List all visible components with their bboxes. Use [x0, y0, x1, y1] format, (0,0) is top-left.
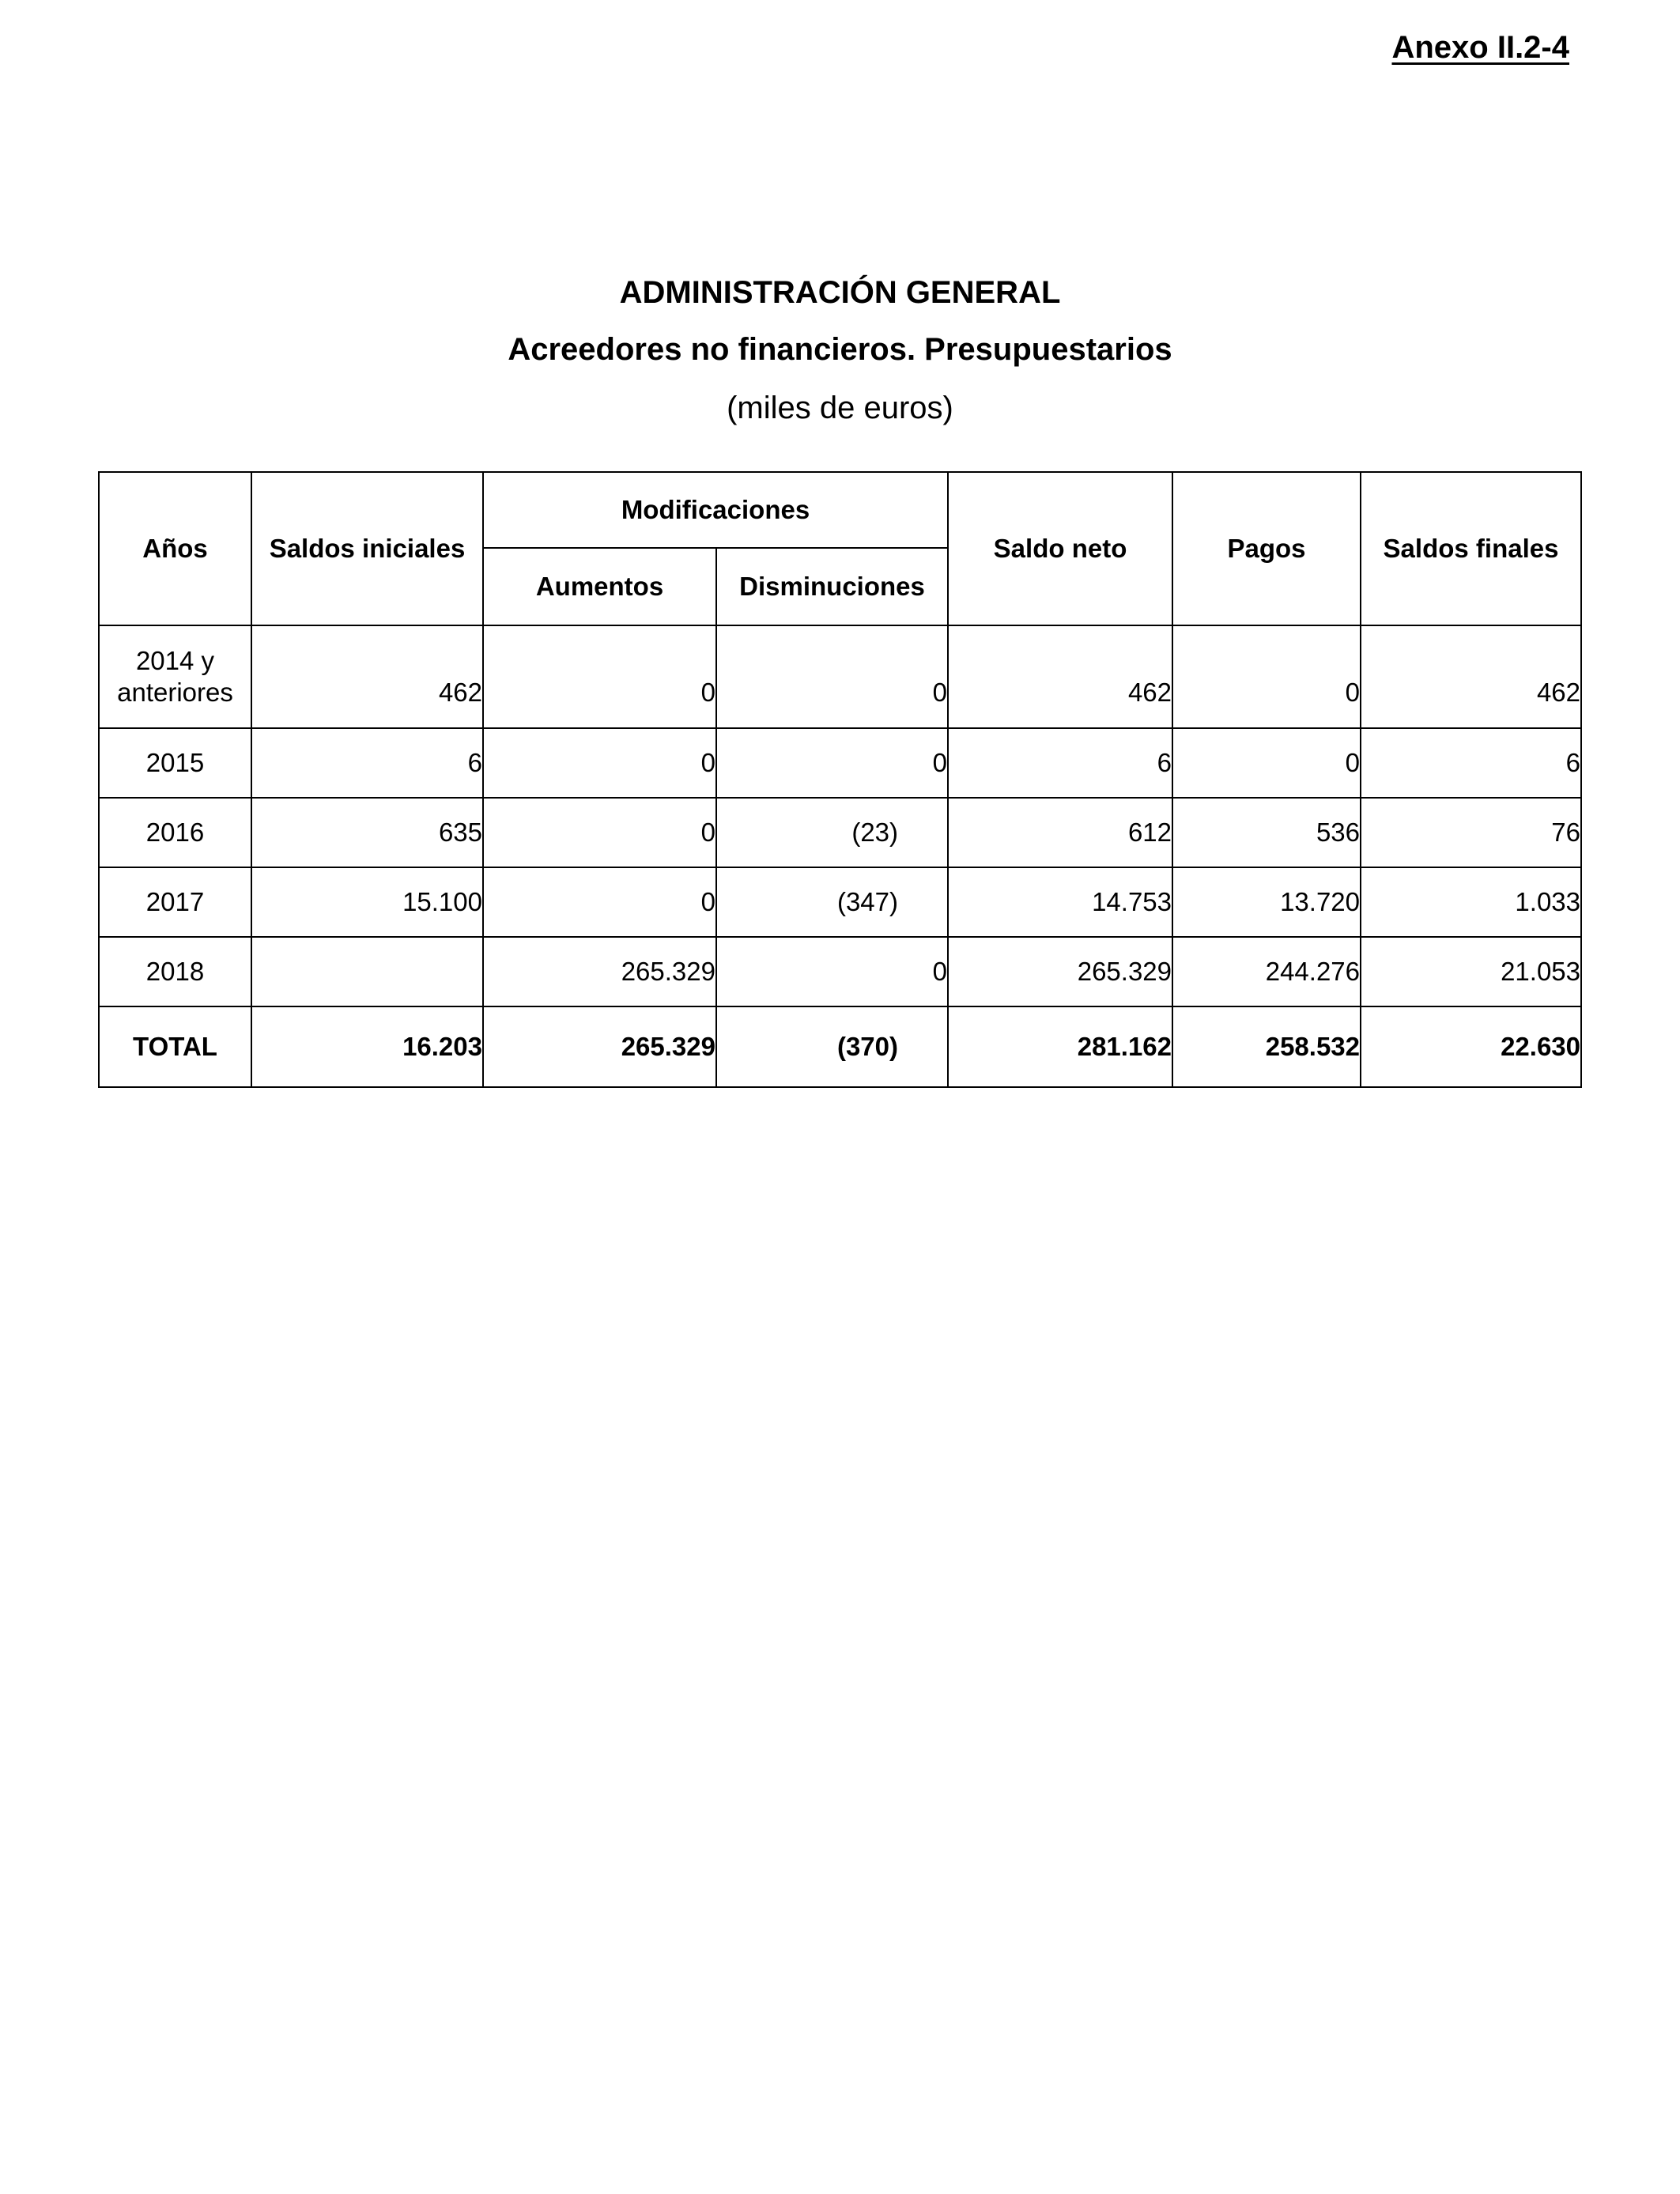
cell-total-payments: 258.532	[1172, 1006, 1361, 1087]
page-subtitle: Acreedores no financieros. Presupuestarios	[508, 332, 1172, 367]
cell-total-label: TOTAL	[99, 1006, 251, 1087]
unit-label: (miles de euros)	[727, 391, 953, 425]
cell-initial	[251, 937, 483, 1006]
header-row-top	[99, 472, 1581, 548]
cell-final: 76	[1361, 798, 1581, 867]
header-modifications: Modificaciones	[483, 472, 948, 548]
table-row	[99, 625, 1581, 728]
cell-year: 2018	[99, 937, 251, 1006]
table-row	[99, 937, 1581, 1006]
cell-decreases: (347)	[716, 867, 948, 937]
cell-net: 14.753	[948, 867, 1172, 937]
cell-payments: 0	[1172, 728, 1361, 798]
cell-increases: 0	[483, 625, 716, 728]
page-title: ADMINISTRACIÓN GENERAL	[619, 275, 1061, 310]
header-net-balance: Saldo neto	[948, 472, 1172, 625]
header-years: Años	[99, 472, 251, 625]
cell-increases: 0	[483, 867, 716, 937]
cell-total-increases: 265.329	[483, 1006, 716, 1087]
cell-final: 462	[1361, 625, 1581, 728]
cell-year: 2014 y anteriores	[99, 625, 251, 728]
header-initial-balances: Saldos iniciales	[251, 472, 483, 625]
header-payments: Pagos	[1172, 472, 1361, 625]
cell-decreases: 0	[716, 625, 948, 728]
cell-initial: 15.100	[251, 867, 483, 937]
cell-net: 6	[948, 728, 1172, 798]
creditors-table	[98, 471, 1582, 1088]
cell-net: 462	[948, 625, 1172, 728]
header-increases: Aumentos	[483, 548, 716, 625]
cell-year: 2016	[99, 798, 251, 867]
cell-initial: 462	[251, 625, 483, 728]
cell-total-initial: 16.203	[251, 1006, 483, 1087]
table-row	[99, 798, 1581, 867]
cell-net: 612	[948, 798, 1172, 867]
cell-net: 265.329	[948, 937, 1172, 1006]
cell-final: 21.053	[1361, 937, 1581, 1006]
annex-label: Anexo II.2-4	[1391, 30, 1569, 65]
cell-year: 2015	[99, 728, 251, 798]
cell-payments: 244.276	[1172, 937, 1361, 1006]
cell-total-decreases: (370)	[716, 1006, 948, 1087]
cell-total-final: 22.630	[1361, 1006, 1581, 1087]
cell-final: 6	[1361, 728, 1581, 798]
cell-initial: 635	[251, 798, 483, 867]
cell-year: 2017	[99, 867, 251, 937]
table-row	[99, 728, 1581, 798]
cell-payments: 536	[1172, 798, 1361, 867]
cell-increases: 0	[483, 728, 716, 798]
table-row	[99, 867, 1581, 937]
cell-decreases: (23)	[716, 798, 948, 867]
cell-initial: 6	[251, 728, 483, 798]
cell-payments: 0	[1172, 625, 1361, 728]
cell-payments: 13.720	[1172, 867, 1361, 937]
cell-decreases: 0	[716, 728, 948, 798]
total-row	[99, 1006, 1581, 1087]
header-final-balances: Saldos finales	[1361, 472, 1581, 625]
cell-increases: 0	[483, 798, 716, 867]
cell-decreases: 0	[716, 937, 948, 1006]
cell-total-net: 281.162	[948, 1006, 1172, 1087]
cell-increases: 265.329	[483, 937, 716, 1006]
header-decreases: Disminuciones	[716, 548, 948, 625]
cell-final: 1.033	[1361, 867, 1581, 937]
